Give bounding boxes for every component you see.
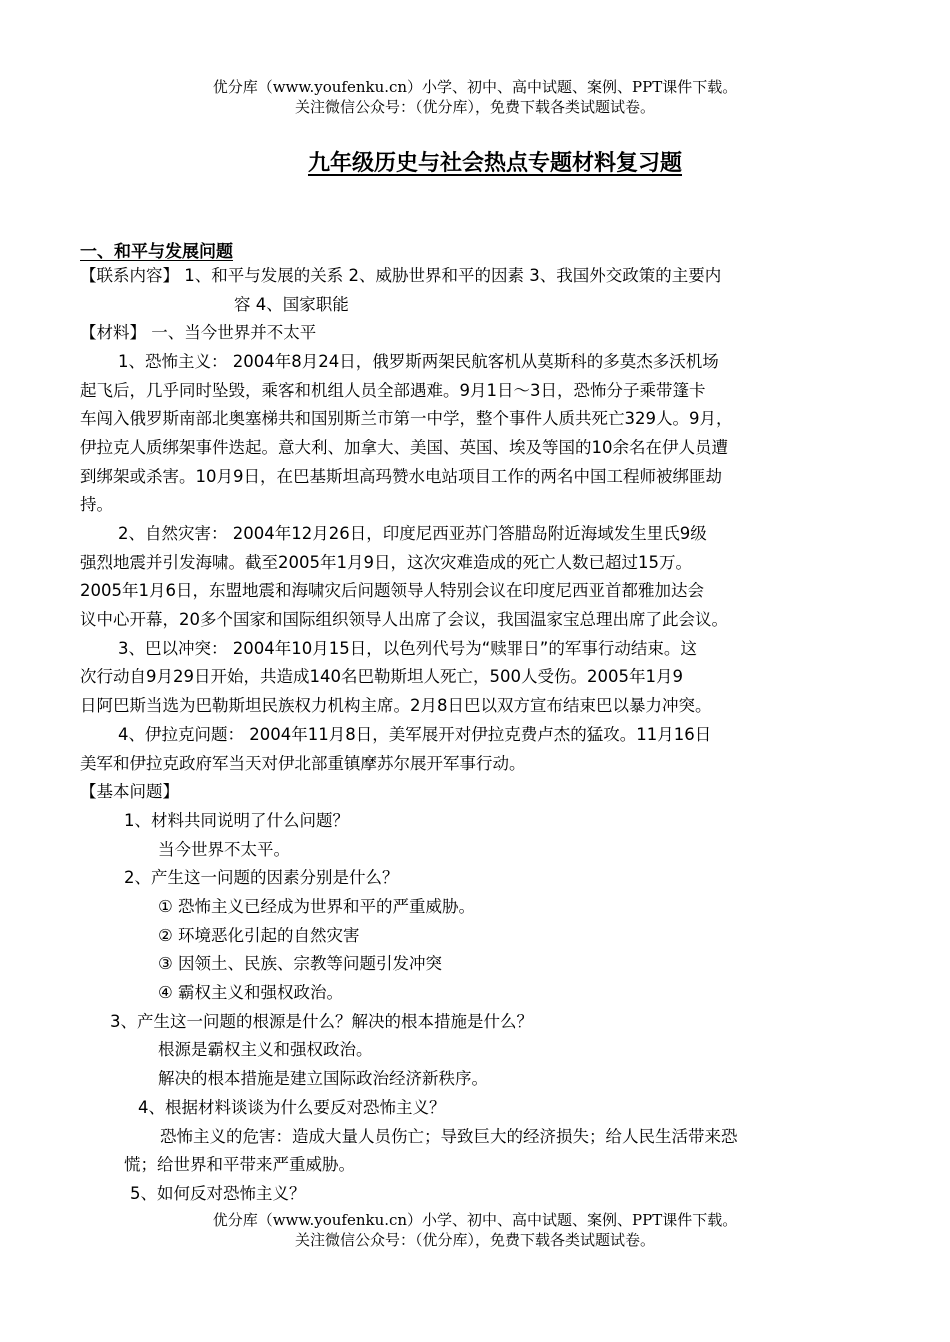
paragraph-israel-palestine: 3、巴以冲突： 2004年10月15日，以色列代号为“赎罪日”的军事行动结束。这 xyxy=(118,639,697,658)
paragraph-iraq: 美军和伊拉克政府军当天对伊北部重镇摩苏尔展开军事行动。 xyxy=(80,754,526,773)
paragraph-terrorism: 车闯入俄罗斯南部北奥塞梯共和国别斯兰市第一中学，整个事件人质共死亡329人。9月， xyxy=(80,409,733,428)
paragraph-israel-palestine: 日阿巴斯当选为巴勒斯坦民族权力机构主席。2月8日巴以双方宣布结束巴以暴力冲突。 xyxy=(80,696,712,715)
contact-content-line-1: 【联系内容】 1、和平与发展的关系 2、威胁世界和平的因素 3、我国外交政策的主要内 xyxy=(80,266,722,285)
question-1: 1、材料共同说明了什么问题？ xyxy=(124,811,349,830)
paragraph-terrorism: 持。 xyxy=(80,495,113,514)
question-4: 4、根据材料谈谈为什么要反对恐怖主义？ xyxy=(138,1098,446,1117)
paragraph-iraq: 4、伊拉克问题： 2004年11月8日，美军展开对伊拉克费卢杰的猛攻。11月16日 xyxy=(118,725,712,744)
header-line-1: 优分库（www.youfenku.cn）小学、初中、高中试题、案例、PPT课件下载。 xyxy=(212,78,738,96)
answer-4: 恐怖主义的危害：造成大量人员伤亡；导致巨大的经济损失；给人民生活带来恐 xyxy=(160,1127,738,1146)
answer-2-item: ② 环境恶化引起的自然灾害 xyxy=(158,926,360,945)
paragraph-israel-palestine: 次行动自9月29日开始，共造成140名巴勒斯坦人死亡，500人受伤。2005年1月9 xyxy=(80,667,683,686)
paragraph-natural-disaster: 议中心开幕，20多个国家和国际组织领导人出席了会议，我国温家宝总理出席了此会议。 xyxy=(80,610,728,629)
section-heading: 一、和平与发展问题 xyxy=(80,242,233,262)
basic-questions-heading: 【基本问题】 xyxy=(80,782,179,801)
paragraph-natural-disaster: 强烈地震并引发海啸。截至2005年1月9日，这次灾难造成的死亡人数已超过15万。 xyxy=(80,553,692,572)
question-2: 2、产生这一问题的因素分别是什么？ xyxy=(124,868,399,887)
answer-2-item: ④ 霸权主义和强权政治。 xyxy=(158,983,344,1002)
answer-2-item: ③ 因领土、民族、宗教等问题引发冲突 xyxy=(158,954,443,973)
answer-3: 根源是霸权主义和强权政治。 xyxy=(158,1040,373,1059)
paragraph-terrorism: 伊拉克人质绑架事件迭起。意大利、加拿大、美国、英国、埃及等国的10余名在伊人员遭 xyxy=(80,438,728,457)
paragraph-terrorism: 起飞后，几乎同时坠毁，乘客和机组人员全部遇难。9月1日～3日，恐怖分子乘带篷卡 xyxy=(80,381,706,400)
paragraph-terrorism: 到绑架或杀害。10月9日，在巴基斯坦高玛赞水电站项目工作的两名中国工程师被绑匪劫 xyxy=(80,467,722,486)
paragraph-natural-disaster: 2005年1月6日，东盟地震和海啸灾后问题领导人特别会议在印度尼西亚首都雅加达会 xyxy=(80,581,704,600)
question-5: 5、如何反对恐怖主义？ xyxy=(130,1184,306,1203)
material-heading: 【材料】 一、当今世界并不太平 xyxy=(80,323,317,342)
answer-2-item: ① 恐怖主义已经成为世界和平的严重威胁。 xyxy=(158,897,476,916)
paragraph-natural-disaster: 2、自然灾害： 2004年12月26日，印度尼西亚苏门答腊岛附近海域发生里氏9级 xyxy=(118,524,707,543)
footer-line-2: 关注微信公众号：（优分库），免费下载各类试题试卷。 xyxy=(294,1231,655,1249)
contact-content-line-2: 容 4、国家职能 xyxy=(234,295,349,314)
answer-1: 当今世界不太平。 xyxy=(158,840,290,859)
question-3: 3、产生这一问题的根源是什么？解决的根本措施是什么？ xyxy=(110,1012,533,1031)
footer-line-1: 优分库（www.youfenku.cn）小学、初中、高中试题、案例、PPT课件下载。 xyxy=(212,1211,738,1229)
answer-4: 慌；给世界和平带来严重威胁。 xyxy=(124,1155,355,1174)
page-title: 九年级历史与社会热点专题材料复习题 xyxy=(307,150,682,176)
header-line-2: 关注微信公众号：（优分库），免费下载各类试题试卷。 xyxy=(294,98,655,116)
answer-3: 解决的根本措施是建立国际政治经济新秩序。 xyxy=(158,1069,488,1088)
paragraph-terrorism: 1、恐怖主义： 2004年8月24日，俄罗斯两架民航客机从莫斯科的多莫杰多沃机场 xyxy=(118,352,719,371)
